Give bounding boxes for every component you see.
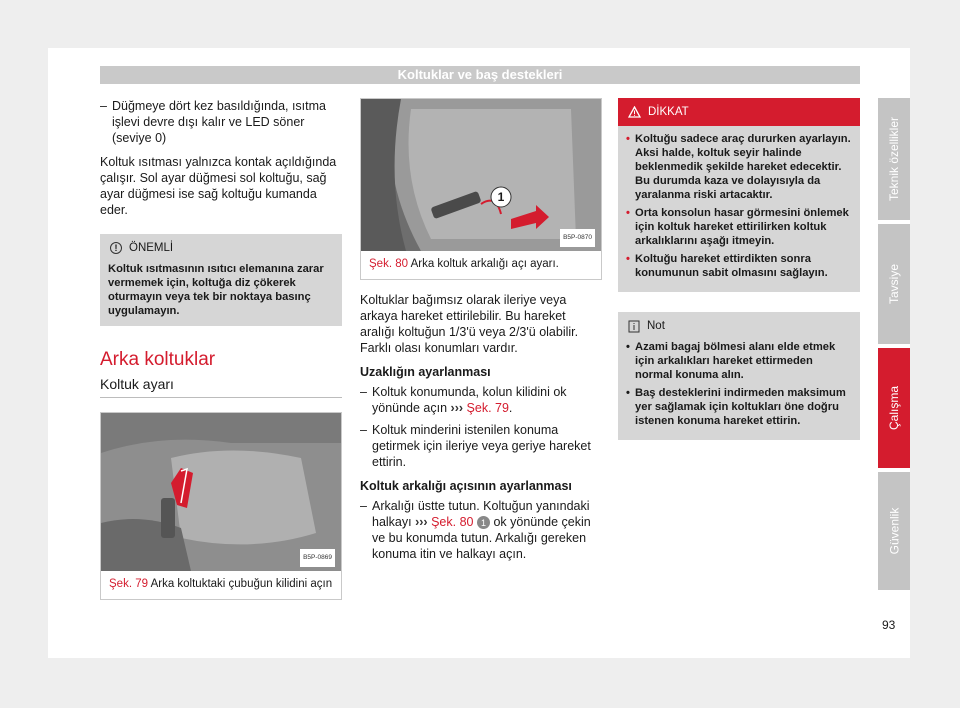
callout-number: 1: [497, 190, 505, 204]
subsection-title: Koltuk ayarı: [100, 376, 342, 398]
column-left: [100, 98, 342, 600]
figure-link[interactable]: Şek. 80: [431, 515, 474, 529]
figure-caption-text: Arka koltuk arkalığı açı ayarı.: [410, 258, 559, 270]
tab-label: Güvenlik: [887, 507, 901, 555]
figure-80: [360, 98, 602, 280]
list-item: • Baş desteklerini indirmeden maksimum yer sağlamak için koltukları öne doğru istenen konuma hareket ettirin.: [626, 387, 846, 427]
info-icon: !: [110, 242, 122, 254]
list-item: – Koltuk konumunda, kolun kilidini ok yönünde açın ››› Şek. 79.: [360, 384, 602, 416]
tab-label: Teknik özellikler: [887, 116, 901, 202]
paragraph: Koltuklar bağımsız olarak ileriye veya arkaya hareket ettirilebilir. Bu hareket aralığı koltuğun 1/3'ü veya 2/3'ü olabilir. Farklı olası konumları vardır.: [360, 293, 579, 355]
image-code: B5P-0869: [300, 549, 335, 567]
section-title: Arka koltuklar: [100, 349, 216, 370]
page-number: 93: [882, 618, 896, 632]
tab-teknik-ozellikler[interactable]: [878, 98, 910, 220]
tab-calisma[interactable]: [878, 348, 910, 468]
list-item-text: Baş desteklerini indirmeden maksimum yer sağlamak için koltukları öne doğru istenen konuma hareket ettirin.: [635, 387, 846, 427]
subheading: Uzaklığın ayarlanması: [360, 365, 491, 379]
backrest-image: [361, 99, 601, 251]
note-icon: [628, 320, 640, 333]
image-code: B5P-0870: [560, 229, 595, 247]
list-item: • Koltuğu hareket ettirdikten sonra konumunun sabit olmasını sağlayın.: [626, 253, 828, 279]
figure-ref: Şek. 79: [109, 578, 148, 590]
list-item-text: ok yönünde çekin ve bu konumda tutun. Arkalığı gereken konuma itin ve halkayı açın.: [372, 515, 591, 561]
important-title: ÖNEMLİ: [129, 242, 174, 254]
warning-icon: [628, 106, 641, 118]
arrows-icon: ›››: [450, 401, 464, 415]
list-item: • Koltuğu sadece araç dururken ayarlayın. Aksi halde, koltuk seyir halinde beklenmedik şekilde hareket edecektir. Bu durumda kaza ve dolayısıyla da yaralanma riski artacaktır.: [626, 133, 851, 201]
paragraph: Koltuk ısıtması yalnızca kontak açıldığında çalışır. Sol ayar düğmesi sol koltuğu, sağ ayar düğmesi ise sağ koltuğu kumanda eder.: [100, 155, 337, 217]
tab-guvenlik[interactable]: [878, 472, 910, 590]
note-body: [618, 340, 860, 428]
column-right: [618, 98, 860, 440]
tab-label: Tavsiye: [887, 263, 902, 305]
subheading: Koltuk arkalığı açısının ayarlanması: [360, 479, 572, 493]
note-title: Not: [647, 320, 665, 332]
list-item: – Koltuk minderini istenilen konuma getirmek için ileriye veya geriye hareket ettirin.: [360, 422, 602, 470]
important-text: Koltuk ısıtmasının ısıtıcı elemanına zarar vermemek için, koltuğa diz çökerek oturmayın veya tek bir noktaya basınç uygulamayın.: [108, 263, 324, 317]
list-item-text: Koltuğu sadece araç dururken ayarlayın. Aksi halde, koltuk seyir halinde beklenmedik şekilde hareket edecektir. Bu durumda kaza ve dolayısıyla da yaralanma riski artacaktır.: [635, 133, 851, 201]
warning-title: DİKKAT: [648, 106, 689, 118]
figure-79: [100, 412, 342, 600]
tab-label: Çalışma: [887, 385, 902, 431]
list-item: [360, 498, 602, 562]
list-item-text: Azami bagaj bölmesi alanı elde etmek için arkalıkları hareket ettirmeden normal konuma alın.: [635, 341, 836, 381]
callout-number-icon: 1: [477, 516, 490, 529]
figure-caption-text: Arka koltuktaki çubuğun kilidini açın: [150, 578, 333, 590]
tab-tavsiye[interactable]: [878, 224, 910, 344]
note-header: [618, 312, 860, 340]
warning-box: [618, 98, 860, 292]
figure-caption: [361, 251, 601, 279]
warning-body: [618, 126, 860, 280]
list-item: – Düğmeye dört kez basıldığında, ısıtma işlevi devre dışı kalır ve LED söner (seviye 0): [100, 98, 342, 146]
column-middle: [360, 98, 602, 568]
seat-illustration: [101, 413, 341, 571]
figure-link[interactable]: Şek. 79: [466, 401, 509, 415]
figure-caption: [101, 571, 341, 599]
seat-lever-image: [101, 413, 341, 571]
list-item-text: Arkalığı üstte tutun. Koltuğun yanındaki halkayı: [372, 499, 590, 529]
note-box: [618, 312, 860, 440]
page-header: Koltuklar ve baş destekleri: [100, 66, 860, 84]
list-item-text: Orta konsolun hasar görmesini önlemek için koltuk hareket ettirilirken koltuk arkalıklarını aşağı itmeyin.: [635, 207, 849, 247]
important-box: [100, 234, 342, 326]
arrows-icon: ›››: [415, 515, 428, 529]
warning-header: [618, 98, 860, 126]
important-header: [100, 234, 342, 262]
list-item: • Azami bagaj bölmesi alanı elde etmek için arkalıkları hareket ettirmeden normal konuma alın.: [626, 341, 836, 381]
figure-ref: Şek. 80: [369, 258, 408, 270]
list-item-text: Koltuğu hareket ettirdikten sonra konumunun sabit olmasını sağlayın.: [635, 253, 828, 279]
list-item-text: Koltuk konumunda, kolun kilidini ok yönünde açın: [372, 385, 567, 415]
list-item: • Orta konsolun hasar görmesini önlemek için koltuk hareket ettirilirken koltuk arkalıklarını aşağı itmeyin.: [626, 207, 849, 247]
